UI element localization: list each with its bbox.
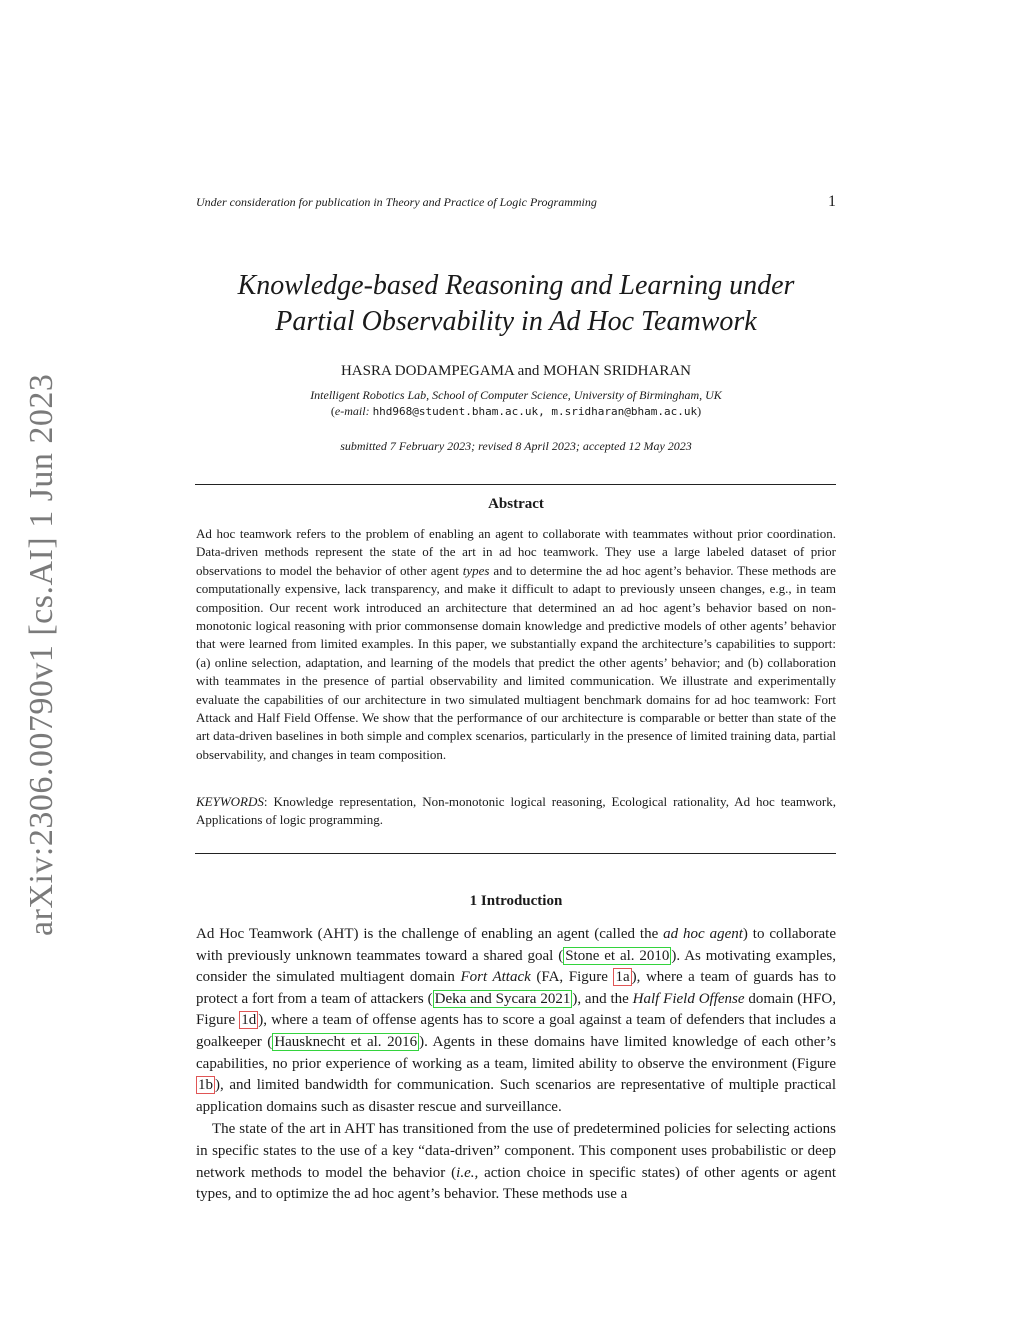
emphasis: ad hoc agent: [663, 926, 743, 942]
paper-title: [196, 268, 836, 340]
abstract-heading: Abstract: [488, 496, 544, 512]
text-run: ), and the: [572, 990, 633, 1007]
section-heading-introduction: 1 Introduction: [469, 893, 563, 909]
text-run: (FA, Figure: [530, 969, 614, 986]
email-addresses: hhd968@student.bham.ac.uk, m.sridharan@bham.ac.uk: [372, 405, 698, 418]
figure-ref-link[interactable]: 1d: [241, 1012, 257, 1029]
figure-ref-link[interactable]: 1b: [198, 1077, 213, 1094]
intro-paragraph-2: [196, 1119, 836, 1205]
author-list: HASRA DODAMPEGAMA and MOHAN SRIDHARAN: [340, 363, 692, 379]
text-run: ). Agents in these domains have limited knowledge of each other’s capabilities, no prior experience of working as a team, limited ability to observe the environment (Figure: [196, 1033, 836, 1072]
abstract-text: [196, 525, 836, 764]
title-line-2: Partial Observability in Ad Hoc Teamwork: [275, 306, 757, 337]
email-open-paren: (: [330, 404, 335, 418]
abstract-bottom-rule: [195, 853, 836, 854]
abstract-text-part-2: and to determine the ad hoc agent’s behavior. These methods are computationally expensive, lack transparency, and make it difficult to adapt to previously unseen changes, e.g., in team composition. Our recent work introduced an architecture that determined an ad hoc agent’s behavior based on non-monotonic logical reasoning with prior commonsense domain knowledge and predictive models of other agents’ behavior that were learned from limited examples. In this paper, we substantially expand the architecture’s capabilities to support: (a) online selection, adaptation, and learning of the models that predict the other agents’ behavior; and (b) collaboration with teammates in the presence of partial observability and limited communication. We illustrate and experimentally evaluate the capabilities of our architecture in two simulated multiagent benchmark domains for ad hoc teamwork: Fort Attack and Half Field Offense. We show that the performance of our architecture is comparable or better than state of the art data-driven baselines in both simple and complex scenarios, particularly in the presence of limited training data, partial observability, and changes in team composition.: [196, 562, 837, 762]
introduction-body: [196, 924, 836, 1206]
text-run: ) to collaborate with previously unknown teammates toward a shared goal (: [196, 926, 837, 964]
text-run: ), where a team of guards has to protect a fort from a team of attackers (: [196, 969, 836, 1007]
abstract-emphasis-types: types: [462, 562, 490, 578]
citation-link[interactable]: Hausknecht et al. 2016: [274, 1033, 418, 1050]
abstract-top-rule: [195, 484, 836, 485]
emphasis: Fort Attack: [460, 969, 531, 986]
journal-name: Under consideration for publication in Theory and Practice of Logic Programming: [196, 195, 597, 209]
email-line: [196, 404, 836, 419]
running-head: [196, 193, 836, 211]
text-run: ), and limited bandwidth for communication. Such scenarios are representative of multiple practical application domains such as disaster rescue and surveillance.: [196, 1077, 836, 1115]
text-run: ), where a team of offense agents has to score a goal against a team of defenders that includes a goalkeeper (: [196, 1012, 836, 1050]
text-run: action choice in specific states) of other agents or agent types, and to optimize the ad hoc agent’s behavior. These methods use a: [196, 1164, 836, 1203]
abstract-text-part-1: Ad hoc teamwork refers to the problem of enabling an agent to collaborate with teammates without prior coordination. Data-driven methods represent the state of the art in ad hoc teamwork. They use a large labeled dataset of prior observations to model the behavior of other agent: [196, 526, 836, 578]
text-run: The state of the art in AHT has transitioned from the use of predetermined policies for selecting actions in specific states to the use of a key “data-driven” component. This component uses probabilistic or deep network methods to model the behavior (: [196, 1121, 836, 1181]
text-run: domain (HFO, Figure: [196, 990, 837, 1029]
title-line-1: Knowledge-based Reasoning and Learning under: [237, 270, 795, 301]
citation-link[interactable]: Deka and Sycara 2021: [434, 990, 571, 1007]
email-close-paren: ): [697, 404, 702, 418]
keywords-text: : Knowledge representation, Non-monotonic logical reasoning, Ecological rationality, Ad hoc teamwork, Applications of logic programming.: [196, 794, 836, 828]
figure-ref-link[interactable]: 1a: [615, 969, 630, 986]
emphasis: i.e.,: [456, 1164, 479, 1181]
text-run: Ad Hoc Teamwork (AHT) is the challenge of enabling an agent (called the: [196, 926, 664, 942]
text-run: ). As motivating examples, consider the simulated multiagent domain: [196, 947, 836, 986]
intro-paragraph-1: [196, 924, 836, 1118]
page-number: 1: [828, 193, 836, 210]
keywords: [196, 793, 836, 830]
keywords-label: KEYWORDS: [196, 794, 264, 809]
citation-link[interactable]: Stone et al. 2010: [565, 947, 670, 964]
affiliation: Intelligent Robotics Lab, School of Computer Science, University of Birmingham, UK: [310, 388, 722, 402]
emphasis: Half Field Offense: [632, 990, 745, 1007]
arxiv-identifier: arXiv:2306.00790v1 [cs.AI] 1 Jun 2023: [23, 373, 60, 937]
submission-dates: submitted 7 February 2023; revised 8 April 2023; accepted 12 May 2023: [340, 439, 692, 453]
email-label: e-mail:: [334, 404, 370, 418]
